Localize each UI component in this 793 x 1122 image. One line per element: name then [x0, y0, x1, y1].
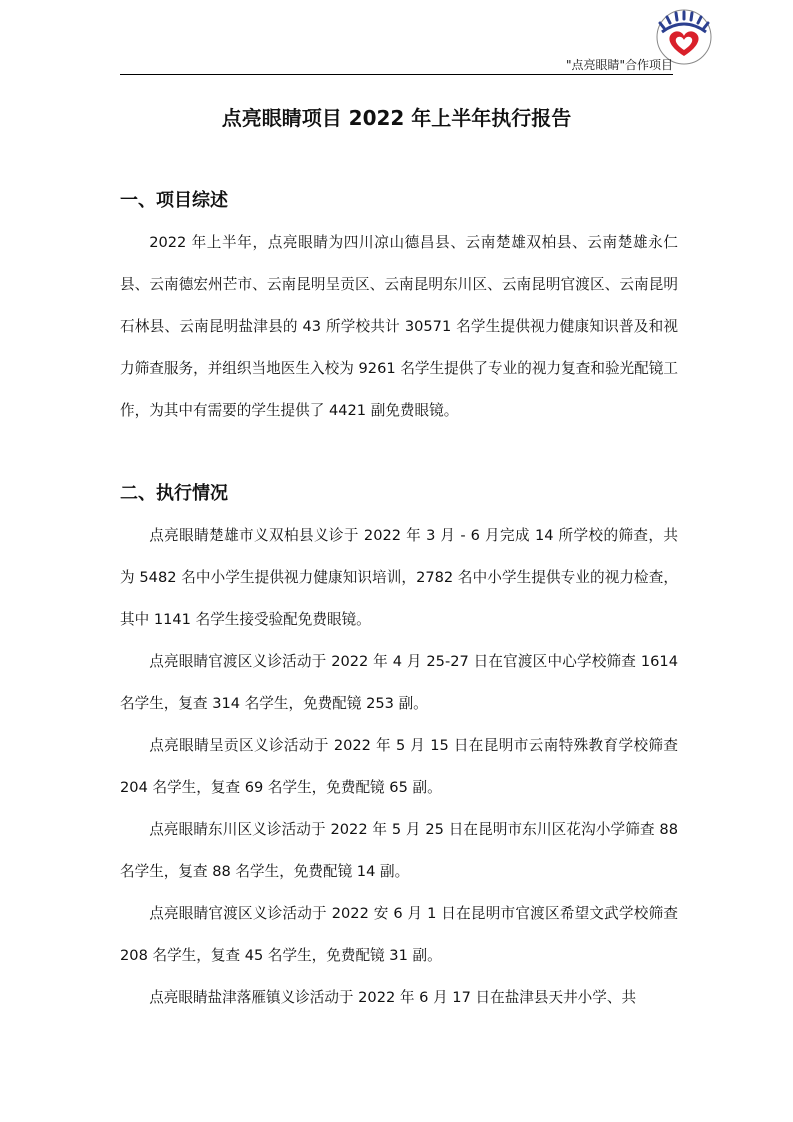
execution-paragraph: 点亮眼睛官渡区义诊活动于 2022 安 6 月 1 日在昆明市官渡区希望文武学校筛查 208 名学生，复查 45 名学生，免费配镜 31 副。	[120, 905, 678, 964]
overview-paragraph: 2022 年上半年，点亮眼睛为四川凉山德昌县、云南楚雄双柏县、云南楚雄永仁县、云南德宏州芒市、云南昆明呈贡区、云南昆明东川区、云南昆明官渡区、云南昆明石林县、云南昆明盐津县的 43 所学校共计 30571 名学生提供视力健康知识普及和视力筛查服务，并组织当地医生入校为 9261 名学生提供了专业的视力复查和验光配镜工作，为其中有需要的学生提供了 4421 副免费眼镜。	[120, 234, 678, 419]
section-heading-execution: 二、执行情况	[120, 483, 228, 504]
section-heading-overview: 一、项目综述	[120, 190, 228, 211]
execution-paragraph: 点亮眼睛东川区义诊活动于 2022 年 5 月 25 日在昆明市东川区花沟小学筛查 88 名学生，复查 88 名学生，免费配镜 14 副。	[120, 821, 678, 880]
execution-paragraph: 点亮眼睛呈贡区义诊活动于 2022 年 5 月 15 日在昆明市云南特殊教育学校筛查 204 名学生，复查 69 名学生，免费配镜 65 副。	[120, 737, 678, 796]
header-divider	[120, 74, 673, 75]
execution-paragraph: 点亮眼睛楚雄市义双柏县义诊于 2022 年 3 月 - 6 月完成 14 所学校的筛查，共为 5482 名中小学生提供视力健康知识培训，2782 名中小学生提供专业的视力检查，其中 1141 名学生接受验配免费眼镜。	[120, 527, 678, 628]
report-title: 点亮眼睛项目 2022 年上半年执行报告	[221, 106, 572, 130]
header-project-tag: "点亮眼睛"合作项目	[565, 58, 673, 72]
execution-paragraph: 点亮眼睛官渡区义诊活动于 2022 年 4 月 25-27 日在官渡区中心学校筛查 1614 名学生，复查 314 名学生，免费配镜 253 副。	[120, 653, 678, 712]
execution-paragraph: 点亮眼睛盐津落雁镇义诊活动于 2022 年 6 月 17 日在盐津县天井小学、共	[149, 989, 637, 1006]
